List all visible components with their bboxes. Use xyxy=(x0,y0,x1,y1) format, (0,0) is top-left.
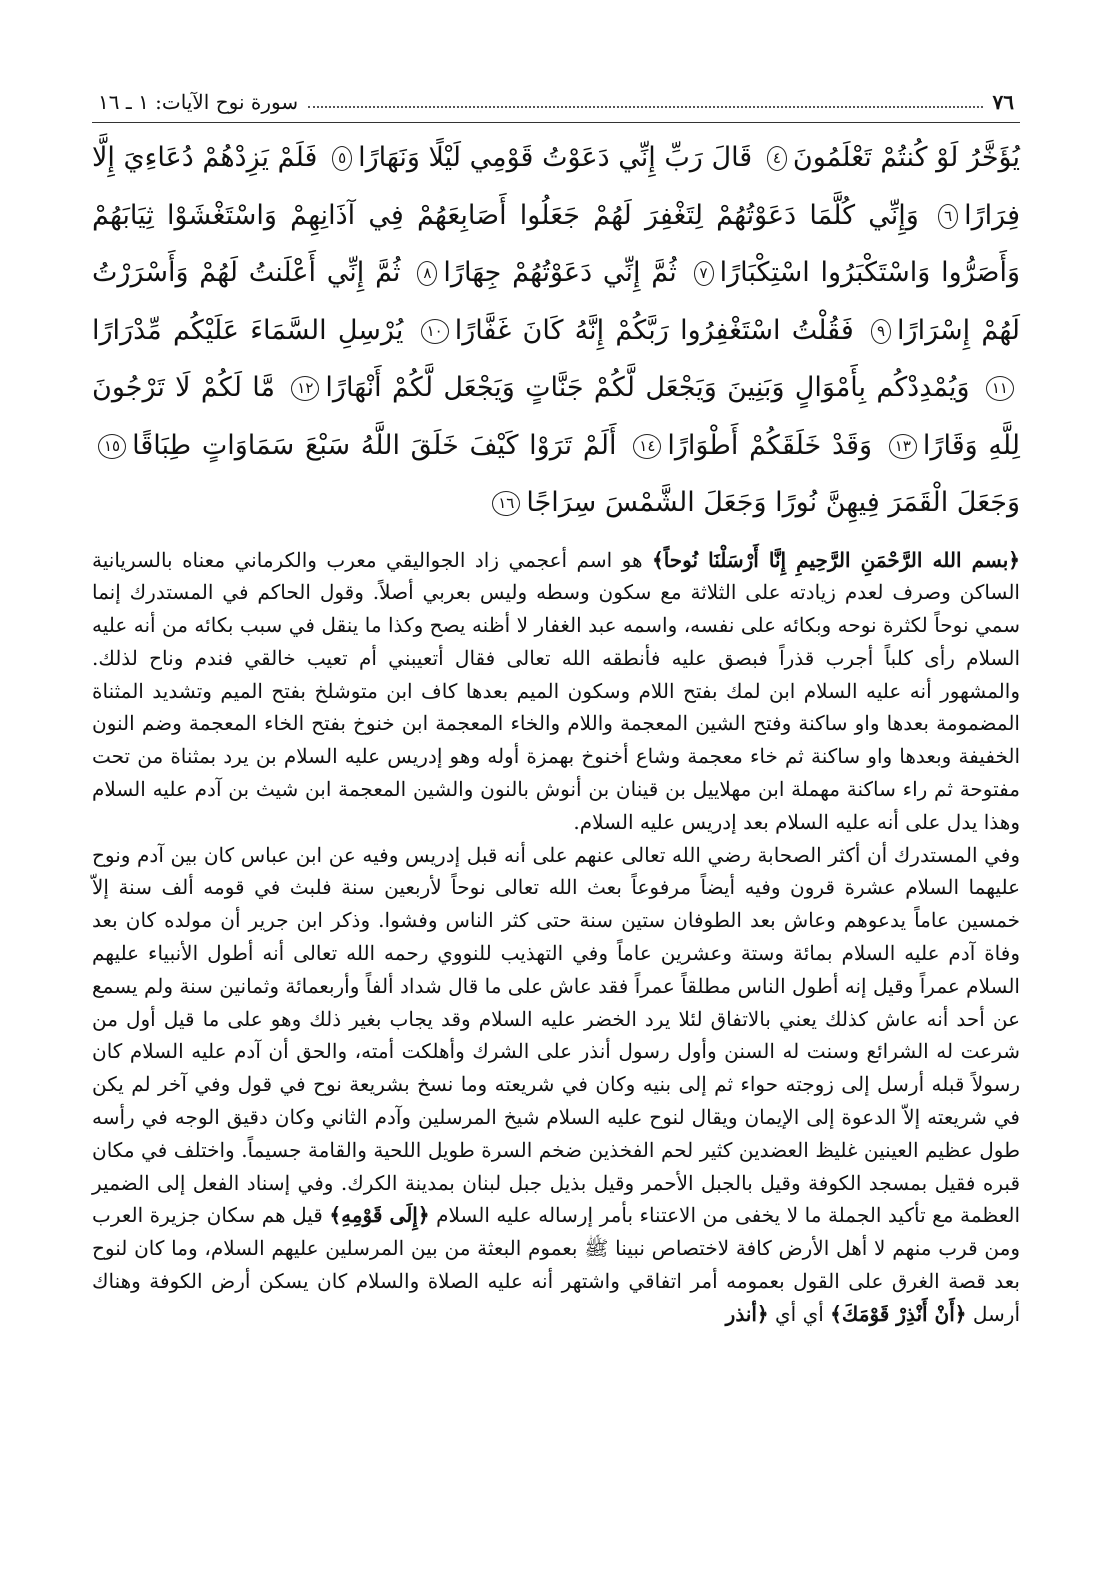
verse-text: يُرْسِلِ السَّمَاءَ عَلَيْكُم مِّدْرَارًا xyxy=(92,314,404,346)
commentary-paragraph xyxy=(92,544,1020,839)
verse-text: فَقُلْتُ اسْتَغْفِرُوا رَبَّكُمْ إِنَّهُ كَانَ غَفَّارًا xyxy=(454,314,854,346)
verse-number: ٥ xyxy=(332,146,352,171)
verse-number: ٦ xyxy=(938,204,958,229)
verse-number: ١٣ xyxy=(889,434,917,459)
verse-number: ١٢ xyxy=(291,376,319,401)
running-head xyxy=(92,78,1020,123)
verse-text: وَقَدْ خَلَقَكُمْ أَطْوَارًا xyxy=(667,429,873,461)
commentary-text: أي أي xyxy=(775,1301,824,1326)
verse-text: ثُمَّ إِنِّي أَعْلَنتُ لَهُمْ وَأَسْرَرْتُ لَهُمْ إِسْرَارًا xyxy=(92,257,1020,346)
verse-text: وَيُمْدِدْكُم بِأَمْوَالٍ وَبَنِينَ وَيَجْعَل لَّكُمْ جَنَّاتٍ وَيَجْعَل لَّكُمْ أَنْهَارًا xyxy=(325,372,970,403)
verse-number: ١٦ xyxy=(492,491,520,516)
commentary-text: هو اسم أعجمي زاد الجواليقي معرب والكرماني معناه بالسريانية الساكن وصرف لعدم زيادته على الثلاثة مع سكون وسطه وليس بعربي أصلاً. وقول الحاكم في المستدرك إنما سمي نوحاً لكثرة نوحه وبكائه على نفسه، واسمه عبد الغفار لا أظنه يصح وكذا ما ينقل في سبب بكائه من أنه عليه السلام رأى كلباً أجرب قذراً فبصق عليه فأنطقه الله تعالى فقال أتعيبني أم تعيب خالقي فندم وناح لذلك. والمشهور أنه عليه السلام ابن لمك بفتح اللام وسكون الميم بعدها كاف ابن متوشلخ بفتح الميم وتشديد المثناة المضمومة بعدها واو ساكنة وفتح الشين المعجمة واللام والخاء المعجمة ابن خنوخ بفتح الخاء المعجمة وضم النون الخفيفة وبعدها واو ساكنة ثم خاء معجمة وشاع أخنوخ بهمزة أوله وهو إدريس عليه السلام بن يرد بمثناة من تحت مفتوحة ثم راء ساكنة مهملة ابن مهلاييل بن قينان بن أنوش بالنون والشين المعجمة ابن شيث بن آدم عليه السلام وهذا يدل على أنه عليه السلام بعد إدريس عليه السلام. xyxy=(92,547,1020,834)
verse-number: ٤ xyxy=(767,146,787,171)
verse-text: فَلَمْ يَزِدْهُمْ دُعَاءِيَ إِلَّا فِرَارًا xyxy=(92,142,1020,231)
quranic-quote: ﴿أَنْ أَنْذِرْ قَوْمَكَ﴾ xyxy=(830,1301,967,1326)
commentary xyxy=(92,544,1020,1331)
quranic-quote: ﴿إِلَى قَوْمِهِ﴾ xyxy=(329,1203,430,1228)
verse-number: ١٠ xyxy=(421,319,449,344)
verse-number: ٩ xyxy=(871,319,891,344)
verse-text: مَّا لَكُمْ لَا تَرْجُونَ لِلَّهِ وَقَارًا xyxy=(92,372,1020,461)
leader-dots xyxy=(308,106,982,108)
commentary-text: قيل هم سكان جزيرة العرب ومن قرب منهم لا أهل الأرض كافة لاختصاص نبينا ﷺ بعموم البعثة من بين المرسلين عليهم السلام، وما كان لنوح بعد قصة الغرق على القول بعمومه أمر اتفاقي واشتهر أنه عليه الصلاة والسلام كان يسكن أرض الكوفة وهناك أرسل xyxy=(92,1203,1021,1326)
quran-verses xyxy=(92,129,1020,532)
verse-number: ٨ xyxy=(417,261,437,286)
verse-text: يُؤَخَّرُ لَوْ كُنتُمْ تَعْلَمُونَ xyxy=(792,142,1020,173)
verse-number: ١٥ xyxy=(98,434,126,459)
commentary-paragraph xyxy=(92,839,1020,1331)
verse-number: ١١ xyxy=(986,376,1014,401)
verse-text: أَلَمْ تَرَوْا كَيْفَ خَلَقَ اللَّهُ سَبْعَ سَمَاوَاتٍ طِبَاقًا xyxy=(132,429,617,461)
verse-number: ٧ xyxy=(694,261,714,286)
quranic-quote: ﴿أنذر xyxy=(725,1301,769,1326)
quranic-quote: ﴿بسم الله الرَّحْمَنِ الرَّحِيمِ إِنَّا أَرْسَلْنَا نُوحاً﴾ xyxy=(651,547,1021,572)
verse-number: ١٤ xyxy=(633,434,661,459)
surah-title: سورة نوح الآيات: ١ ـ ١٦ xyxy=(98,90,299,114)
book-page xyxy=(92,78,1020,1548)
verse-text: قَالَ رَبِّ إِنِّي دَعَوْتُ قَوْمِي لَيْلًا وَنَهَارًا xyxy=(358,142,753,173)
verse-text: ثُمَّ إِنِّي دَعَوْتُهُمْ جِهَارًا xyxy=(443,257,677,288)
page-number: ٧٦ xyxy=(992,90,1014,114)
verse-text: وَإِنِّي كُلَّمَا دَعَوْتُهُمْ لِتَغْفِرَ لَهُمْ جَعَلُوا أَصَابِعَهُمْ فِي آذَانِهِمْ وَاسْتَغْشَوْا ثِيَابَهُمْ وَأَصَرُّوا وَاسْتَكْبَرُوا اسْتِكْبَارًا xyxy=(92,199,1020,288)
verse-text: وَجَعَلَ الْقَمَرَ فِيهِنَّ نُورًا وَجَعَلَ الشَّمْسَ سِرَاجًا xyxy=(526,487,1020,518)
commentary-text: وفي المستدرك أن أكثر الصحابة رضي الله تعالى عنهم على أنه قبل إدريس وفيه عن ابن عباس كان بين آدم ونوح عليهما السلام عشرة قرون وفيه أيضاً مرفوعاً بعث الله تعالى نوحاً لأربعين سنة فلبث في قومه ألف سنة إلاّ خمسين عاماً يدعوهم وعاش بعد الطوفان ستين سنة حتى كثر الناس وفشوا. وذكر ابن جرير أن مولده كان بعد وفاة آدم عليه السلام بمائة وستة وعشرين عاماً وفي التهذيب للنووي رحمه الله تعالى أنه أطول الأنبياء عليهم السلام عمراً وقيل إنه أطول الناس مطلقاً عمراً فقد عاش على ما قال شداد ألفاً وأربعمائة وثمانين سنة ولم يسمع عن أحد أنه عاش كذلك يعني بالاتفاق لئلا يرد الخضر عليه السلام وقد يجاب بغير ذلك وهو على ما قيل أول من شرعت له الشرائع وسنت له السنن وأول رسول أنذر على الشرك وأهلكت أمته، والحق أن آدم عليه السلام كان رسولاً قبله أرسل إلى زوجته حواء ثم إلى بنيه وكان في شريعته وما نسخ بشريعة نوح في قول وفي آخر لم يكن في شريعته إلاّ الدعوة إلى الإيمان ويقال لنوح عليه السلام شيخ المرسلين وآدم الثاني وكان دقيق الوجه في رأسه طول عظيم العينين غليظ العضدين كثير لحم الفخذين ضخم السرة طويل اللحية والقامة جسيماً. واختلف في مكان قبره فقيل بمسجد الكوفة وقيل بالجبل الأحمر وقيل بذيل جبل لبنان بمدينة الكرك. وفي إسناد الفعل إلى الضمير العظمة مع تأكيد الجملة ما لا يخفى من الاعتناء بأمر إرساله عليه السلام xyxy=(92,842,1021,1228)
